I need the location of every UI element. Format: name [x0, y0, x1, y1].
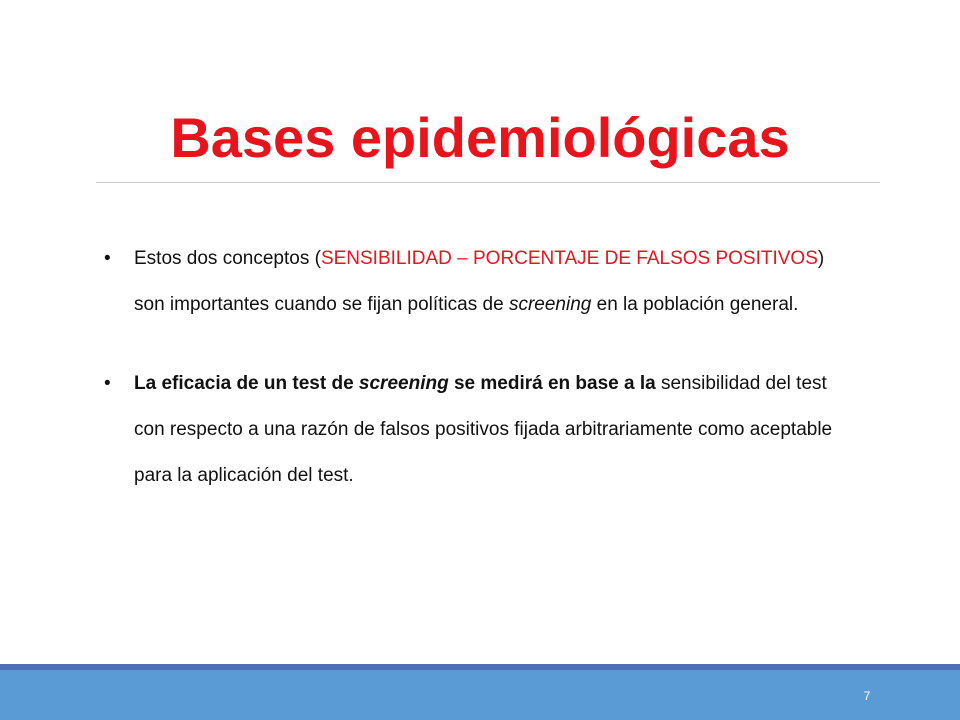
bullet-2-screening-term: screening [358, 373, 449, 394]
bullet-2-text-rest: sensibilidad del test con respecto a una razón de falsos positivos fijada arbitrariamente como aceptable para la aplicación del test. [134, 373, 833, 486]
bullet-1-text-middle: ) son importantes cuando se fijan políticas de [134, 248, 825, 315]
bullet-list [104, 236, 834, 499]
title-divider [96, 182, 880, 183]
bullet-marker: • [104, 373, 111, 394]
bullet-1-text-lead: Estos dos conceptos ( [134, 248, 321, 269]
page-number: 7 [863, 689, 871, 703]
bullet-1-text-end: en la población general. [591, 294, 799, 315]
bullet-2-text-bold-end: se medirá en base a la [448, 373, 656, 394]
footer-bar [0, 670, 960, 720]
bullet-1-highlight-terms: SENSIBILIDAD – PORCENTAJE DE FALSOS POSITIVOS [320, 248, 818, 269]
bullet-2-text-lead: La eficacia de un test de [134, 373, 359, 394]
bullet-item-2 [104, 361, 834, 499]
bullet-marker: • [104, 248, 111, 269]
bullet-1-screening-term: screening [508, 294, 592, 315]
slide-title: Bases epidemiológicas [170, 106, 790, 169]
bullet-item-1 [104, 236, 834, 328]
